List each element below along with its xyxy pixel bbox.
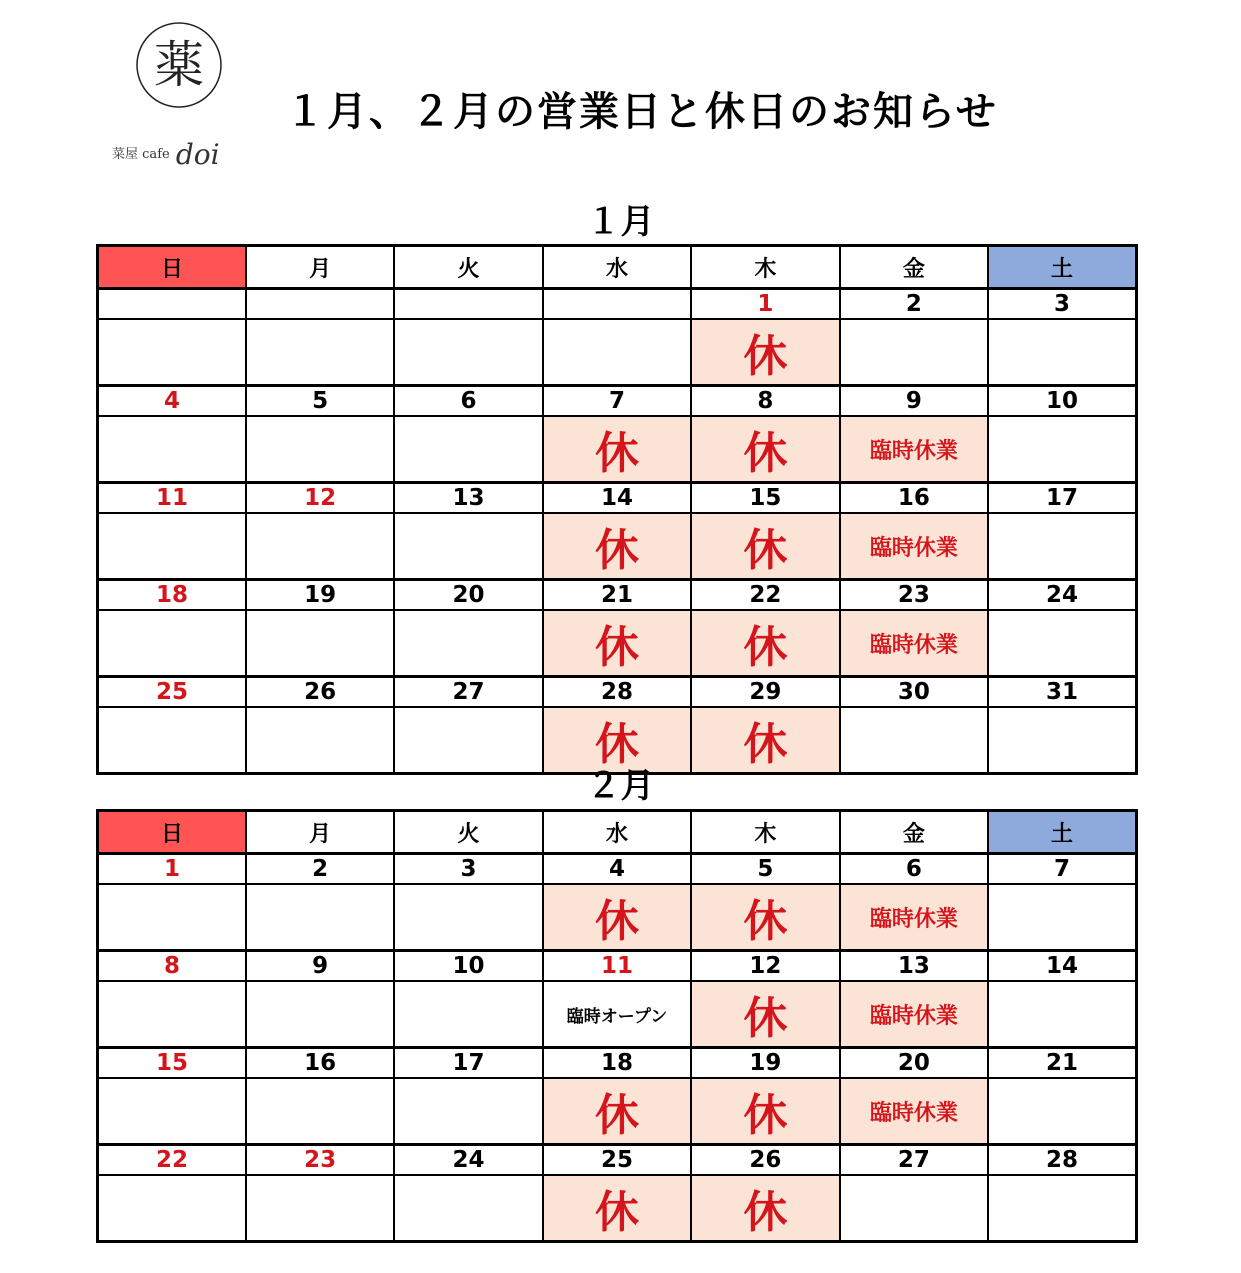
month-title-feb: ２月 — [586, 766, 655, 806]
date-number: 1 — [98, 854, 246, 885]
closed-label: 休 — [743, 525, 788, 576]
status-row — [98, 884, 1137, 951]
day-status-cell — [246, 319, 394, 386]
date-number: 12 — [691, 951, 839, 982]
date-number: 16 — [840, 483, 988, 514]
date-number — [98, 289, 246, 320]
cafe-logo — [112, 20, 247, 171]
temporary-closure-label: 臨時休業 — [869, 535, 958, 561]
date-number: 3 — [394, 854, 542, 885]
closed-label: 休 — [743, 428, 788, 479]
day-status-cell — [988, 884, 1136, 951]
logo-shop-name: 菜屋 — [112, 147, 139, 162]
date-number: 18 — [98, 580, 246, 611]
day-status-cell — [691, 416, 839, 483]
temporary-closure-label: 臨時休業 — [869, 438, 958, 464]
day-status-cell — [246, 1175, 394, 1242]
day-status-cell — [394, 1078, 542, 1145]
closed-label: 休 — [594, 719, 639, 770]
date-number: 29 — [691, 677, 839, 708]
date-number: 20 — [394, 580, 542, 611]
status-row — [98, 1078, 1137, 1145]
status-row — [98, 416, 1137, 483]
day-status-cell — [543, 981, 691, 1048]
logo-mark: 薬 — [154, 36, 204, 94]
closed-label: 休 — [743, 993, 788, 1044]
day-status-cell — [98, 416, 246, 483]
day-status-cell — [98, 1078, 246, 1145]
date-number — [543, 289, 691, 320]
weekday-header: 木 — [691, 811, 839, 854]
day-status-cell — [246, 1078, 394, 1145]
calendar-january — [96, 244, 1138, 775]
logo-emblem-icon — [134, 20, 224, 110]
day-status-cell — [394, 884, 542, 951]
date-number: 16 — [246, 1048, 394, 1079]
day-status-cell — [543, 319, 691, 386]
day-status-cell — [98, 610, 246, 677]
date-number — [394, 289, 542, 320]
day-status-cell — [543, 513, 691, 580]
day-status-cell — [543, 416, 691, 483]
day-status-cell — [840, 1175, 988, 1242]
date-number: 9 — [840, 386, 988, 417]
temporary-closure-label: 臨時休業 — [869, 1100, 958, 1126]
day-status-cell — [98, 981, 246, 1048]
day-status-cell — [394, 981, 542, 1048]
date-number: 24 — [988, 580, 1136, 611]
date-number: 12 — [246, 483, 394, 514]
closed-label: 休 — [594, 622, 639, 673]
date-number: 27 — [840, 1145, 988, 1176]
closed-label: 休 — [594, 896, 639, 947]
day-status-cell — [840, 416, 988, 483]
day-status-cell — [246, 884, 394, 951]
weekday-header: 日 — [98, 246, 246, 289]
date-number: 18 — [543, 1048, 691, 1079]
weekday-header: 金 — [840, 246, 988, 289]
closed-label: 休 — [743, 1187, 788, 1238]
date-number: 13 — [394, 483, 542, 514]
temporary-closure-label: 臨時休業 — [869, 1003, 958, 1029]
logo-script: doi — [175, 138, 220, 171]
date-number: 8 — [691, 386, 839, 417]
closed-label: 休 — [743, 331, 788, 382]
date-number: 6 — [840, 854, 988, 885]
day-status-cell — [840, 981, 988, 1048]
date-number: 5 — [246, 386, 394, 417]
date-row — [98, 1048, 1137, 1079]
day-status-cell — [543, 884, 691, 951]
date-number: 20 — [840, 1048, 988, 1079]
day-status-cell — [988, 610, 1136, 677]
day-status-cell — [840, 513, 988, 580]
date-number: 10 — [988, 386, 1136, 417]
temporary-closure-label: 臨時休業 — [869, 906, 958, 932]
closed-label: 休 — [594, 1187, 639, 1238]
date-number: 14 — [988, 951, 1136, 982]
day-status-cell — [691, 1078, 839, 1145]
day-status-cell — [840, 610, 988, 677]
status-row — [98, 513, 1137, 580]
closed-label: 休 — [743, 622, 788, 673]
date-number: 27 — [394, 677, 542, 708]
date-number: 26 — [246, 677, 394, 708]
status-row — [98, 1175, 1137, 1242]
date-number: 21 — [543, 580, 691, 611]
date-number: 17 — [988, 483, 1136, 514]
day-status-cell — [394, 610, 542, 677]
day-status-cell — [691, 884, 839, 951]
date-number: 23 — [246, 1145, 394, 1176]
date-number: 11 — [543, 951, 691, 982]
day-status-cell — [840, 319, 988, 386]
date-number: 11 — [98, 483, 246, 514]
day-status-cell — [691, 981, 839, 1048]
date-number: 19 — [246, 580, 394, 611]
date-number: 21 — [988, 1048, 1136, 1079]
date-number: 17 — [394, 1048, 542, 1079]
date-number: 22 — [691, 580, 839, 611]
day-status-cell — [840, 1078, 988, 1145]
date-number: 2 — [246, 854, 394, 885]
date-number: 2 — [840, 289, 988, 320]
day-status-cell — [246, 513, 394, 580]
weekday-header: 月 — [246, 811, 394, 854]
logo-cafe: cafe — [142, 147, 170, 162]
date-number: 22 — [98, 1145, 246, 1176]
day-status-cell — [988, 981, 1136, 1048]
weekday-header-row — [98, 246, 1137, 289]
date-row — [98, 677, 1137, 708]
date-row — [98, 1145, 1137, 1176]
calendar-february — [96, 809, 1138, 1243]
date-number: 23 — [840, 580, 988, 611]
day-status-cell — [394, 416, 542, 483]
day-status-cell — [988, 1078, 1136, 1145]
day-status-cell — [988, 416, 1136, 483]
status-row — [98, 610, 1137, 677]
date-number: 19 — [691, 1048, 839, 1079]
day-status-cell — [543, 1175, 691, 1242]
date-number: 25 — [98, 677, 246, 708]
date-row — [98, 951, 1137, 982]
day-status-cell — [840, 884, 988, 951]
day-status-cell — [988, 1175, 1136, 1242]
date-row — [98, 483, 1137, 514]
day-status-cell — [691, 513, 839, 580]
day-status-cell — [543, 1078, 691, 1145]
date-number: 24 — [394, 1145, 542, 1176]
weekday-header: 金 — [840, 811, 988, 854]
closed-label: 休 — [594, 525, 639, 576]
date-number: 14 — [543, 483, 691, 514]
date-number: 13 — [840, 951, 988, 982]
weekday-header: 水 — [543, 246, 691, 289]
date-row — [98, 289, 1137, 320]
closed-label: 休 — [594, 1090, 639, 1141]
date-number: 7 — [543, 386, 691, 417]
weekday-header: 月 — [246, 246, 394, 289]
date-number: 10 — [394, 951, 542, 982]
day-status-cell — [691, 1175, 839, 1242]
day-status-cell — [246, 610, 394, 677]
date-number: 26 — [691, 1145, 839, 1176]
date-row — [98, 386, 1137, 417]
weekday-header: 水 — [543, 811, 691, 854]
day-status-cell — [691, 610, 839, 677]
weekday-header-row — [98, 811, 1137, 854]
date-number: 28 — [543, 677, 691, 708]
closed-label: 休 — [743, 896, 788, 947]
date-number: 1 — [691, 289, 839, 320]
day-status-cell — [988, 319, 1136, 386]
date-number: 3 — [988, 289, 1136, 320]
page-title: １月、２月の営業日と休日のお知らせ — [285, 89, 998, 135]
day-status-cell — [691, 319, 839, 386]
date-number: 6 — [394, 386, 542, 417]
date-number: 5 — [691, 854, 839, 885]
date-number: 31 — [988, 677, 1136, 708]
weekday-header: 土 — [988, 246, 1136, 289]
date-row — [98, 580, 1137, 611]
day-status-cell — [246, 416, 394, 483]
closed-label: 休 — [743, 1090, 788, 1141]
day-status-cell — [394, 513, 542, 580]
date-number: 25 — [543, 1145, 691, 1176]
date-number: 15 — [691, 483, 839, 514]
day-status-cell — [98, 319, 246, 386]
date-number: 4 — [543, 854, 691, 885]
day-status-cell — [394, 319, 542, 386]
date-number: 28 — [988, 1145, 1136, 1176]
date-number: 7 — [988, 854, 1136, 885]
weekday-header: 日 — [98, 811, 246, 854]
date-number: 8 — [98, 951, 246, 982]
day-status-cell — [394, 1175, 542, 1242]
status-row — [98, 981, 1137, 1048]
day-status-cell — [246, 981, 394, 1048]
date-number — [246, 289, 394, 320]
month-title-jan: １月 — [586, 202, 655, 242]
day-status-cell — [98, 1175, 246, 1242]
date-number: 9 — [246, 951, 394, 982]
weekday-header: 土 — [988, 811, 1136, 854]
weekday-header: 火 — [394, 811, 542, 854]
day-status-cell — [543, 610, 691, 677]
date-number: 15 — [98, 1048, 246, 1079]
day-status-cell — [98, 513, 246, 580]
closed-label: 休 — [594, 428, 639, 479]
day-status-cell — [988, 513, 1136, 580]
date-row — [98, 854, 1137, 885]
date-number: 4 — [98, 386, 246, 417]
closed-label: 休 — [743, 719, 788, 770]
day-status-cell — [98, 884, 246, 951]
date-number: 30 — [840, 677, 988, 708]
temporary-closure-label: 臨時休業 — [869, 632, 958, 658]
weekday-header: 火 — [394, 246, 542, 289]
status-row — [98, 319, 1137, 386]
temporary-open-label: 臨時オープン — [566, 1006, 668, 1027]
logo-text — [112, 132, 220, 171]
weekday-header: 木 — [691, 246, 839, 289]
